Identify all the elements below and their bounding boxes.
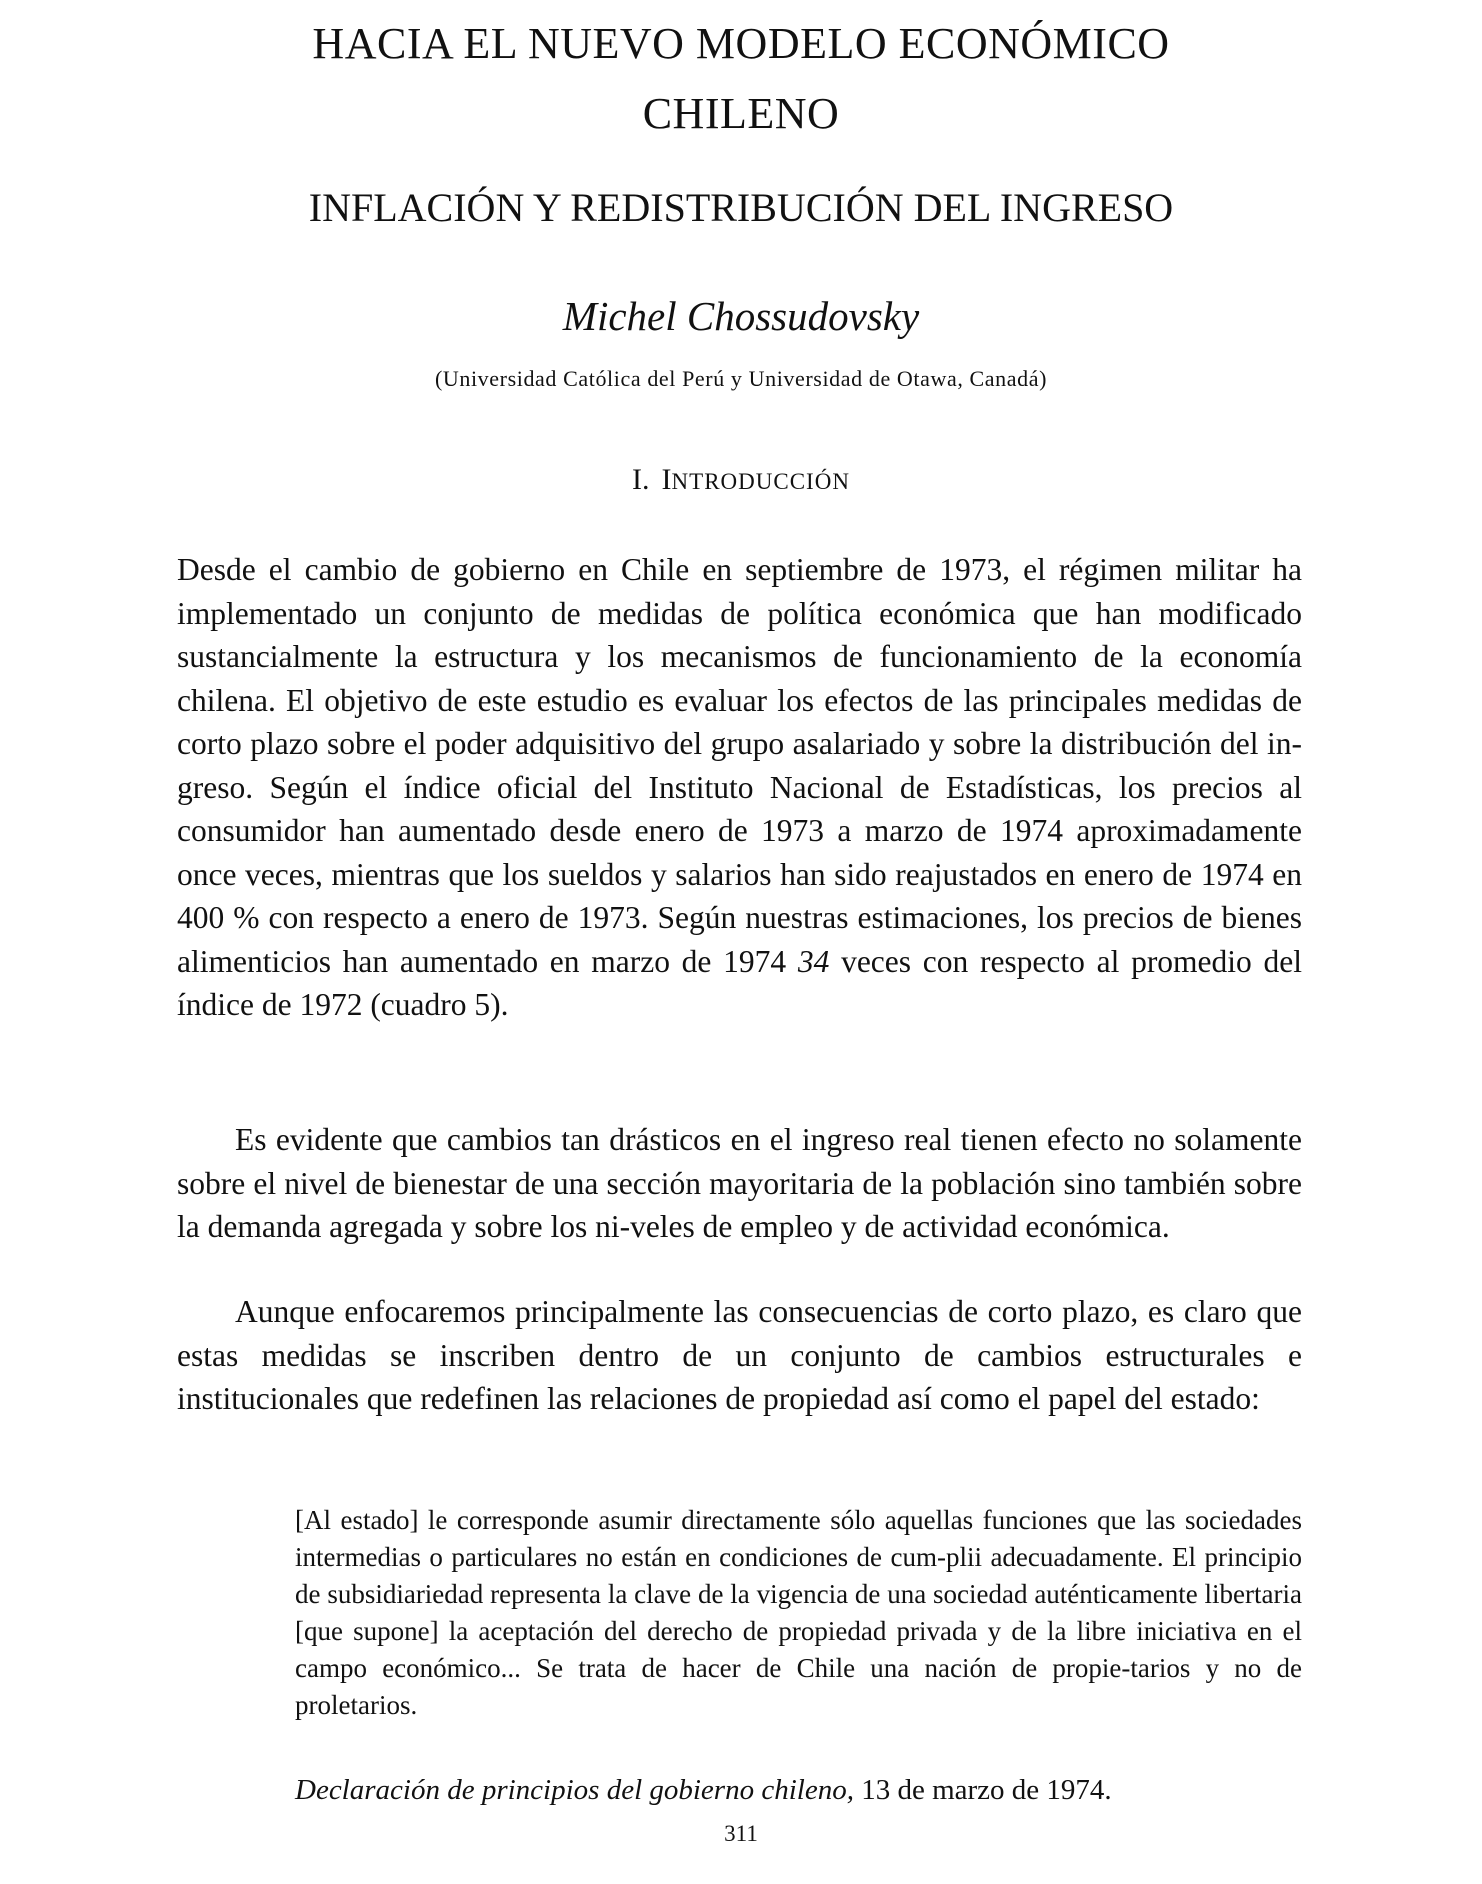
page-number: 311: [724, 1821, 758, 1846]
paragraph-text: Desde el cambio de gobierno en Chile en septiembre de 1973, el régimen militar ha implementado un conjunto de medidas de política económica que han modificado sustancialmente la estructura y los mecanismos de funcionamiento de la economía chilena. El objetivo de este estudio es evaluar los efectos de las principales medidas de corto plazo sobre el poder adquisitivo del grupo asalariado y sobre la distribución del in-greso. Según el índice oficial del Instituto Nacional de Estadísticas, los precios al consumidor han aumentado desde enero de 1973 a marzo de 1974 aproximadamente once veces, mientras que los sueldos y salarios han sido reajustados en enero de 1974 en 400 % con respecto a enero de 1973. Según nuestras estimaciones, los precios de bienes alimenticios han aumentado en marzo de 1974: [177, 552, 1302, 979]
section-heading: [0, 465, 1482, 495]
emphasized-number: 34: [797, 943, 830, 979]
citation-date: 13 de marzo de 1974.: [853, 1774, 1112, 1806]
article-subtitle: INFLACIÓN Y REDISTRIBUCIÓN DEL INGRESO: [308, 185, 1174, 230]
author-affiliation: (Universidad Católica del Perú y Universidad de Otawa, Canadá): [434, 366, 1048, 391]
article-title-line-1: HACIA EL NUEVO MODELO ECONÓMICO: [312, 19, 1170, 68]
section-title-rest: NTRODUCCIÓN: [671, 469, 850, 494]
body-paragraph-2: Es evidente que cambios tan drásticos en el ingreso real tienen efecto no solamente sobre el nivel de bienestar de una sección mayoritaria de la población sino también sobre la demanda agregada y sobre los ni-veles de empleo y de actividad económica.: [177, 1122, 1302, 1244]
citation-title: Declaración de principios del gobierno chileno,: [295, 1774, 854, 1806]
section-number: I.: [632, 463, 650, 496]
block-quote: [Al estado] le corresponde asumir directamente sólo aquellas funciones que las sociedades intermedias o particulares no están en condiciones de cum-plii adecuadamente. El principio de subsidiariedad representa la clave de la vigencia de una sociedad auténticamente libertaria [que supone] la aceptación del derecho de propiedad privada y de la libre iniciativa en el campo económico... Se trata de hacer de Chile una nación de propie-tarios y no de proletarios.: [295, 1505, 1302, 1720]
section-title-initial: I: [661, 463, 672, 496]
quote-citation: [295, 1776, 1302, 1805]
author-name: Michel Chossudovsky: [562, 293, 920, 339]
paragraph-text: veces con respecto al promedio del índice de 1972 (cuadro 5).: [177, 943, 1302, 1022]
body-paragraph-1: [177, 548, 1302, 1027]
article-title-line-2: CHILENO: [642, 89, 840, 138]
body-paragraph-3: Aunque enfocaremos principalmente las consecuencias de corto plazo, es claro que estas medidas se inscriben dentro de un conjunto de cambios estructurales e institucionales que redefinen las relaciones de propiedad así como el papel del estado:: [177, 1294, 1302, 1416]
